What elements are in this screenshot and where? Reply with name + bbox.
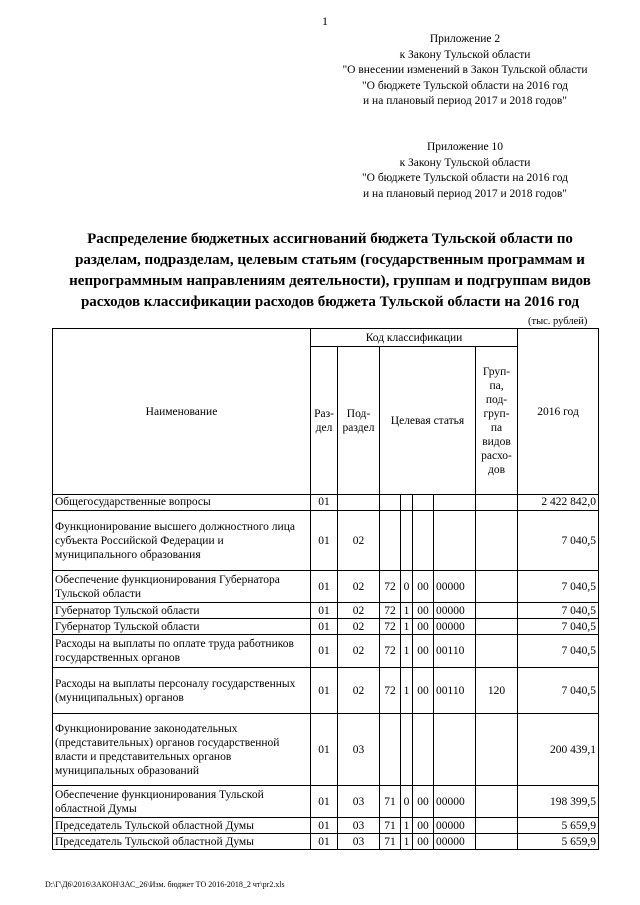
amount-cell: 2 422 842,0 [518,495,599,511]
appendix-line: и на плановый период 2017 и 2018 годов" [363,95,567,108]
group-cell [476,834,518,850]
appendix-2-block [330,32,600,110]
table-row [53,786,599,818]
podrazdel-cell: 03 [338,786,380,818]
razdel-cell: 01 [311,619,338,635]
appendix-line: к Закону Тульской области [399,48,531,61]
name-cell: Расходы на выплаты по оплате труда работников государственных органов [53,635,311,668]
target-subprogram-cell [401,714,413,786]
header-group: Груп- па, под- груп- па видов расхо- дов [476,347,518,495]
amount-cell: 198 399,5 [518,786,599,818]
amount-cell: 7 040,5 [518,635,599,668]
budget-table [52,328,599,850]
group-cell [476,786,518,818]
podrazdel-cell: 02 [338,668,380,714]
target-direction-cell: 00 [413,635,434,668]
header-year: 2016 год [518,329,599,495]
table-row [53,834,599,850]
podrazdel-cell: 02 [338,635,380,668]
target-program-cell [380,511,401,571]
razdel-cell: 01 [311,668,338,714]
target-program-cell: 72 [380,635,401,668]
razdel-cell: 01 [311,714,338,786]
target-program-cell: 72 [380,571,401,603]
target-program-cell: 71 [380,834,401,850]
target-program-cell: 71 [380,786,401,818]
table-row [53,511,599,571]
podrazdel-cell: 03 [338,834,380,850]
amount-cell: 7 040,5 [518,619,599,635]
target-code-cell: 00000 [434,619,476,635]
target-code-cell: 00110 [434,635,476,668]
target-code-cell: 00000 [434,603,476,619]
razdel-cell: 01 [311,834,338,850]
document-title [40,229,620,313]
page-number: 1 [322,14,328,28]
target-code-cell [434,714,476,786]
group-cell: 120 [476,668,518,714]
target-program-cell [380,495,401,511]
name-cell: Губернатор Тульской области [53,603,311,619]
appendix-line: и на плановый период 2017 и 2018 годов" [363,187,567,200]
podrazdel-cell: 03 [338,714,380,786]
group-cell [476,619,518,635]
target-direction-cell: 00 [413,668,434,714]
podrazdel-cell: 02 [338,511,380,571]
header-target: Целевая статья [380,347,476,495]
name-cell: Функционирование законодательных (представительных) органов государственной власти и представительных органов муниципальных образований [53,714,311,786]
target-program-cell: 72 [380,603,401,619]
group-cell [476,603,518,619]
appendix-line: Приложение 10 [426,141,504,153]
target-subprogram-cell: 0 [401,786,413,818]
target-subprogram-cell: 1 [401,619,413,635]
group-cell [476,571,518,603]
name-cell: Губернатор Тульской области [53,619,311,635]
title-line: расходов классификации расходов бюджета Тульской области на 2016 год [80,294,580,310]
table-row [53,603,599,619]
name-cell: Расходы на выплаты персоналу государственных (муниципальных) органов [53,668,311,714]
target-code-cell: 00110 [434,668,476,714]
target-subprogram-cell: 1 [401,635,413,668]
target-direction-cell: 00 [413,834,434,850]
target-subprogram-cell: 1 [401,834,413,850]
target-program-cell: 72 [380,619,401,635]
table-row [53,818,599,834]
podrazdel-cell: 03 [338,818,380,834]
name-cell: Обеспечение функционирования Тульской областной Думы [53,786,311,818]
target-direction-cell [413,495,434,511]
target-program-cell: 71 [380,818,401,834]
razdel-cell: 01 [311,495,338,511]
group-cell [476,818,518,834]
amount-cell: 200 439,1 [518,714,599,786]
table-body [53,495,599,850]
amount-cell: 7 040,5 [518,511,599,571]
target-code-cell: 00000 [434,818,476,834]
target-subprogram-cell: 1 [401,668,413,714]
appendix-line: "О бюджете Тульской области на 2016 год [361,79,569,92]
razdel-cell: 01 [311,511,338,571]
table-row [53,571,599,603]
target-subprogram-cell: 1 [401,603,413,619]
podrazdel-cell [338,495,380,511]
target-direction-cell [413,714,434,786]
table-row [53,635,599,668]
name-cell: Председатель Тульской областной Думы [53,818,311,834]
file-path-footer: D:\Г\Д6\2016\ЗАКОН\ЗАС_26\Изм. бюджет ТО 2016-2018_2 чт\pr2.xls [45,880,285,889]
target-program-cell: 72 [380,668,401,714]
header-razdel: Раз- дел [311,347,338,495]
target-direction-cell: 00 [413,603,434,619]
table-row [53,714,599,786]
name-cell: Обеспечение функционирования Губернатора Тульской области [53,571,311,603]
amount-cell: 5 659,9 [518,834,599,850]
podrazdel-cell: 02 [338,571,380,603]
appendix-10-block [330,140,600,202]
table-row [53,495,599,511]
title-line: разделам, подразделам, целевым статьям (государственным программам и [75,252,585,268]
target-subprogram-cell: 1 [401,818,413,834]
group-cell [476,635,518,668]
amount-cell: 7 040,5 [518,571,599,603]
table-row [53,619,599,635]
target-direction-cell: 00 [413,786,434,818]
razdel-cell: 01 [311,635,338,668]
target-direction-cell: 00 [413,619,434,635]
podrazdel-cell: 02 [338,603,380,619]
appendix-line: к Закону Тульской области [399,156,531,169]
title-line: непрограммным направлениям деятельности), группам и подгруппам видов [69,273,591,289]
target-subprogram-cell [401,495,413,511]
name-cell: Председатель Тульской областной Думы [53,834,311,850]
group-cell [476,714,518,786]
group-cell [476,511,518,571]
name-cell: Общегосударственные вопросы [53,495,311,511]
target-code-cell: 00000 [434,834,476,850]
target-code-cell [434,511,476,571]
header-code: Код классификации [311,329,518,347]
table-row [53,668,599,714]
amount-cell: 7 040,5 [518,668,599,714]
razdel-cell: 01 [311,786,338,818]
razdel-cell: 01 [311,818,338,834]
target-direction-cell: 00 [413,818,434,834]
amount-cell: 5 659,9 [518,818,599,834]
group-cell [476,495,518,511]
header-name: Наименование [53,329,311,495]
target-code-cell [434,495,476,511]
target-direction-cell: 00 [413,571,434,603]
target-code-cell: 00000 [434,571,476,603]
header-podrazdel: Под- раздел [338,347,380,495]
unit-label: (тыс. рублей) [528,316,588,327]
target-subprogram-cell: 0 [401,571,413,603]
razdel-cell: 01 [311,571,338,603]
name-cell: Функционирование высшего должностного лица субъекта Российской Федерации и муниципального образования [53,511,311,571]
amount-cell: 7 040,5 [518,603,599,619]
appendix-line: "О внесении изменений в Закон Тульской области [342,64,588,77]
target-direction-cell [413,511,434,571]
podrazdel-cell: 02 [338,619,380,635]
appendix-line: "О бюджете Тульской области на 2016 год [361,172,569,185]
target-subprogram-cell [401,511,413,571]
razdel-cell: 01 [311,603,338,619]
title-line: Распределение бюджетных ассигнований бюджета Тульской области по [87,231,573,247]
target-code-cell: 00000 [434,786,476,818]
appendix-line: Приложение 2 [429,33,501,45]
target-program-cell [380,714,401,786]
